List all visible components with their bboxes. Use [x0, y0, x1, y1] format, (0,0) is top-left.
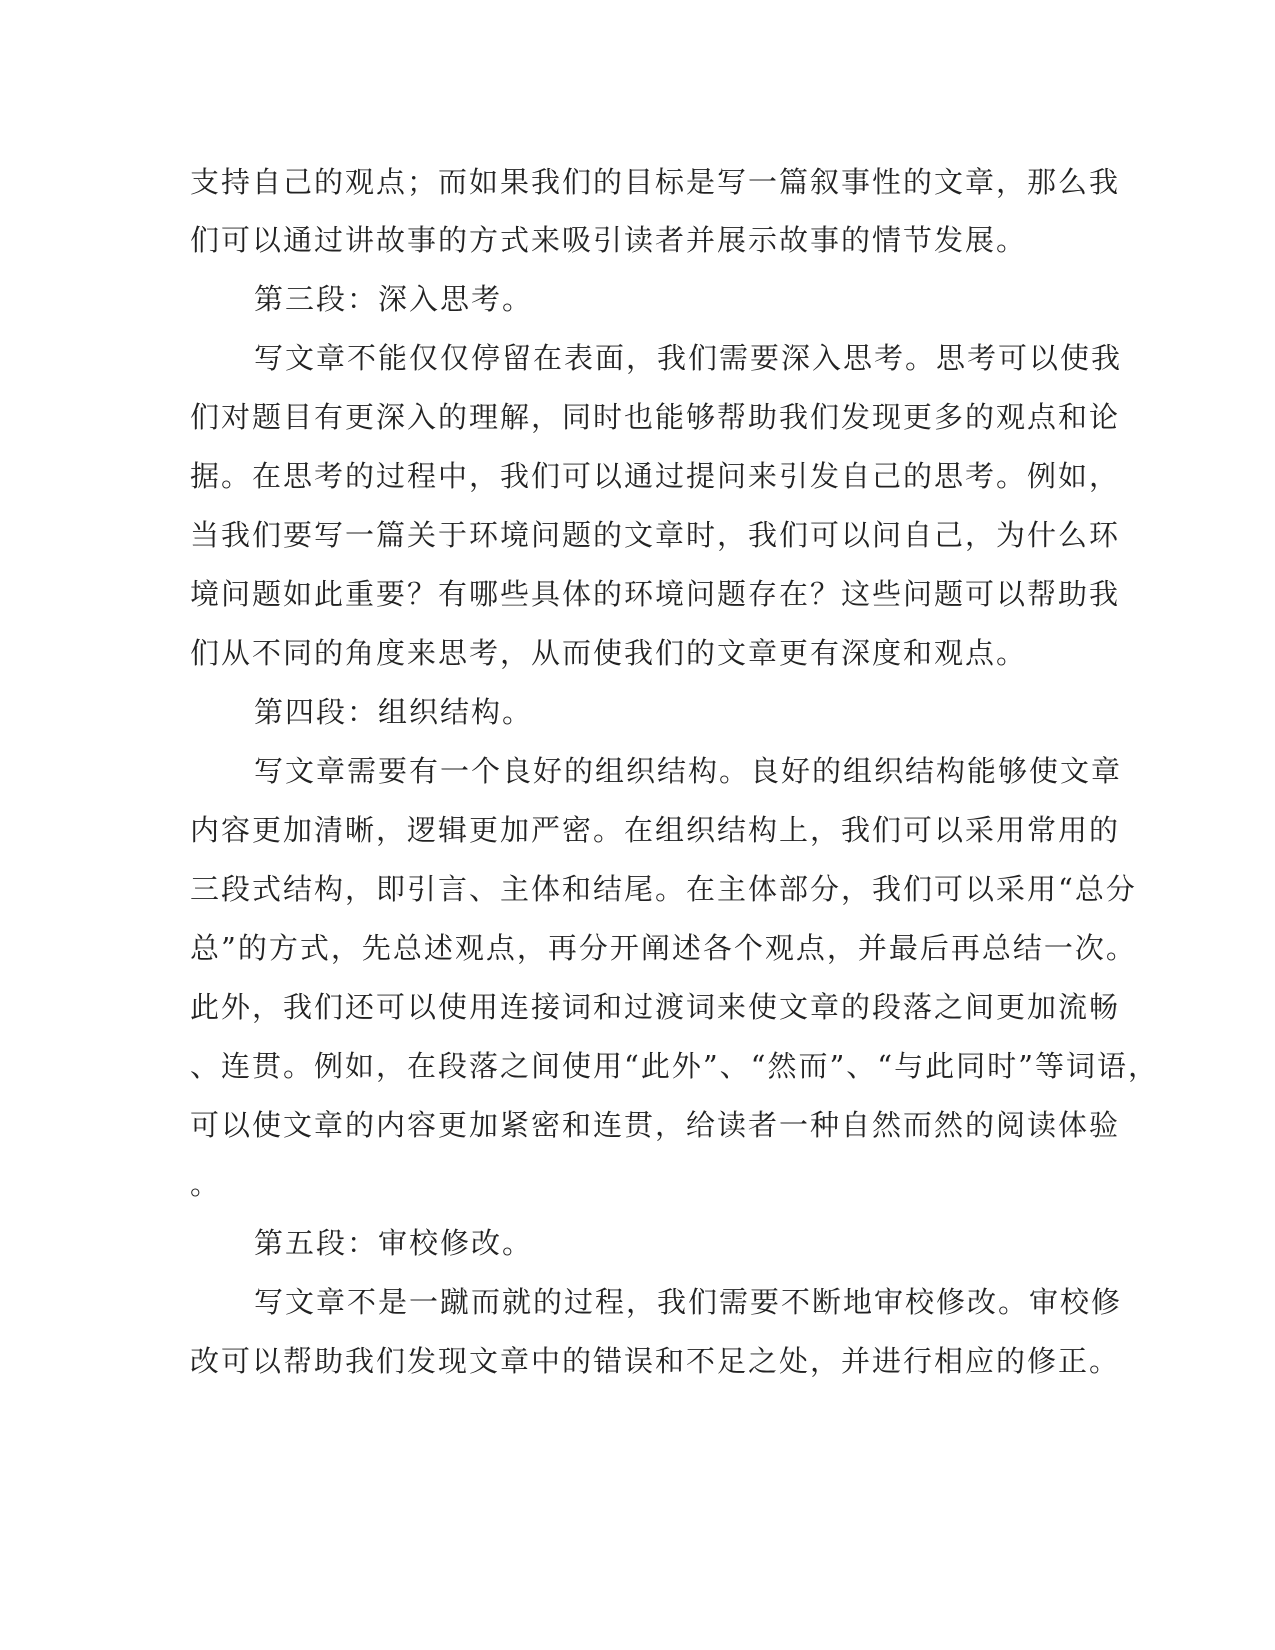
text-line: 、连贯。例如，在段落之间使用“此外”、“然而”、“与此同时”等词语，	[190, 1049, 1159, 1083]
text-line: 境问题如此重要？有哪些具体的环境问题存在？这些问题可以帮助我	[190, 577, 1121, 611]
text-line: 写文章不是一蹴而就的过程，我们需要不断地审校修改。审校修	[254, 1285, 1123, 1319]
text-line: 据。在思考的过程中，我们可以通过提问来引发自己的思考。例如，	[190, 459, 1121, 493]
text-line: 当我们要写一篇关于环境问题的文章时，我们可以问自己，为什么环	[190, 518, 1121, 552]
text-line: 们从不同的角度来思考，从而使我们的文章更有深度和观点。	[190, 636, 1028, 670]
text-line: 三段式结构，即引言、主体和结尾。在主体部分，我们可以采用“总分	[190, 872, 1137, 906]
section-heading-3: 第三段：深入思考。	[254, 282, 534, 316]
section-heading-5: 第五段：审校修改。	[254, 1226, 534, 1260]
text-line: 们可以通过讲故事的方式来吸引读者并展示故事的情节发展。	[190, 223, 1028, 257]
text-line: 写文章不能仅仅停留在表面，我们需要深入思考。思考可以使我	[254, 341, 1123, 375]
text-line: 写文章需要有一个良好的组织结构。良好的组织结构能够使文章	[254, 754, 1123, 788]
text-line: 们对题目有更深入的理解，同时也能够帮助我们发现更多的观点和论	[190, 400, 1121, 434]
text-line: 总”的方式，先总述观点，再分开阐述各个观点，并最后再总结一次。	[190, 931, 1137, 965]
text-line: 支持自己的观点；而如果我们的目标是写一篇叙事性的文章，那么我	[190, 165, 1121, 199]
text-line: 内容更加清晰，逻辑更加严密。在组织结构上，我们可以采用常用的	[190, 813, 1121, 847]
section-heading-4: 第四段：组织结构。	[254, 695, 534, 729]
text-line: 改可以帮助我们发现文章中的错误和不足之处，并进行相应的修正。	[190, 1344, 1121, 1378]
text-line: 此外，我们还可以使用连接词和过渡词来使文章的段落之间更加流畅	[190, 990, 1121, 1024]
text-line: 可以使文章的内容更加紧密和连贯，给读者一种自然而然的阅读体验	[190, 1108, 1121, 1142]
text-line: 。	[190, 1167, 222, 1201]
